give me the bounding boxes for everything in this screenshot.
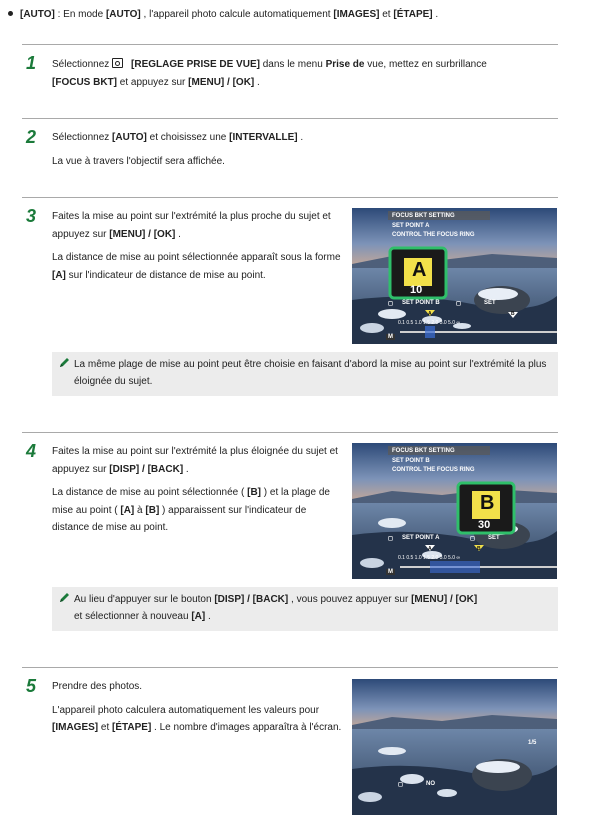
divider: [22, 197, 558, 198]
text: sur l'indicateur de distance de mise au point.: [65, 269, 266, 281]
screen-title: FOCUS BKT SETTING: [392, 213, 455, 219]
menu-item-label: [REGLAGE PRISE DE VUE]: [131, 59, 260, 70]
screen-title: FOCUS BKT SETTING: [392, 448, 455, 454]
step-number: 1: [26, 53, 37, 73]
option-label: [AUTO]: [112, 132, 147, 143]
text: dans le menu: [259, 59, 326, 70]
step-number: 2: [26, 127, 37, 147]
marker-label: [A]: [191, 611, 206, 622]
paragraph: Prendre des photos.: [52, 681, 143, 692]
note-text: La même plage de mise au point peut être choisie en faisant d'abord la mise au point sur l'extrémité la plus éloignée du sujet.: [74, 359, 547, 387]
divider: [22, 667, 558, 668]
focus-point-letter: B: [480, 492, 495, 514]
text: et: [98, 722, 113, 733]
text: à: [134, 504, 146, 516]
text: ) et la plage de mise au point (: [52, 487, 330, 516]
divider: [22, 44, 558, 45]
shot-counter: 1/5: [528, 740, 537, 746]
focus-value: 10: [410, 284, 423, 296]
intro-text-2: , l'appareil photo calcule automatiquement: [140, 9, 334, 20]
text: Sélectionnez: [52, 59, 113, 70]
camera-menu-icon: [112, 58, 123, 68]
marker-label: [A]: [52, 269, 66, 281]
intro-text-4: .: [432, 9, 439, 20]
bullet-dot: [8, 11, 13, 16]
paragraph: La vue à travers l'objectif sera affichée.: [52, 155, 225, 167]
text: Faites la mise au point sur l'extrémité la plus éloignée du sujet et appuyez sur: [52, 446, 338, 475]
mode-auto-label-2: [AUTO]: [105, 9, 141, 20]
text: vue, mettez en surbrillance: [364, 59, 487, 70]
button-label: [DISP] / [BACK]: [214, 594, 289, 605]
button-icon: ◻: [398, 782, 403, 788]
option-label: [IMAGES]: [52, 722, 99, 733]
button-icon: ◻: [388, 301, 393, 307]
marker-label: [A]: [120, 504, 135, 516]
note-text: .: [205, 611, 211, 622]
button-label: [MENU] / [OK]: [188, 76, 255, 88]
screen-line: CONTROL THE FOCUS RING: [392, 467, 475, 473]
text: L'appareil photo calculera automatiquement les valeurs pour: [52, 704, 320, 716]
button-label: [MENU] / [OK]: [411, 594, 478, 605]
step-label: [ÉTAPE]: [393, 9, 433, 20]
distance-scale: 0.1 0.5 1.0 1.5 2.0 3.0 5.0 ∞: [398, 555, 460, 561]
note-text: Au lieu d'appuyer sur le bouton: [74, 594, 215, 605]
marker-a: A: [428, 546, 432, 552]
marker-label: [B]: [247, 487, 262, 498]
text: Sélectionnez: [52, 132, 113, 143]
step-1-text: [52, 56, 542, 91]
option-label: [FOCUS BKT]: [52, 76, 117, 88]
button-icon: ◻: [470, 536, 475, 542]
marker-b: B: [511, 311, 515, 317]
intro-bullet: [8, 8, 438, 22]
step-2-text: [52, 129, 542, 176]
step-3-text: [52, 208, 342, 290]
text: . Le nombre d'images apparaîtra à l'écran.: [151, 722, 342, 733]
screen-button-label: NO: [426, 781, 435, 787]
text: et choisissez une: [146, 132, 230, 143]
step-5-text: [52, 678, 342, 743]
divider: [22, 432, 558, 433]
landscape-photo: [352, 679, 557, 815]
pencil-icon: [58, 592, 70, 604]
step-4-text: [52, 443, 342, 543]
marker-a: A: [428, 311, 432, 317]
step-number: 5: [26, 676, 37, 696]
step-number: 3: [26, 206, 37, 226]
text: Faites la mise au point sur l'extrémité la plus proche du sujet et appuyez sur: [52, 211, 331, 240]
screen-button-label: SET: [488, 535, 500, 541]
mode-indicator: M: [388, 569, 393, 575]
text: et appuyez sur: [117, 76, 189, 88]
screen-line: SET POINT A: [392, 223, 430, 229]
button-icon: ◻: [456, 301, 461, 307]
option-label: [ÉTAPE]: [112, 722, 152, 733]
camera-screen-point-a: [352, 208, 557, 344]
images-label: [IMAGES]: [333, 9, 380, 20]
focus-point-letter: A: [412, 259, 427, 281]
menu-name: Prise de: [325, 59, 365, 70]
text: La distance de mise au point sélectionnée apparaît sous la forme: [52, 252, 341, 263]
text: .: [175, 228, 181, 240]
camera-screen-shooting: [352, 679, 557, 815]
text: ) apparaissent sur l'indicateur de distance de mise au point.: [52, 504, 307, 533]
text: .: [183, 463, 189, 475]
camera-screen-point-b: [352, 443, 557, 579]
button-icon: ◻: [388, 536, 393, 542]
mode-auto-label: [AUTO]: [20, 9, 55, 20]
button-label: [DISP] / [BACK]: [109, 463, 184, 475]
note-box: [52, 352, 558, 396]
mode-indicator: M: [388, 334, 393, 340]
note-box: [52, 587, 558, 631]
screen-button-label: SET POINT A: [402, 535, 440, 541]
screen-button-label: SET: [484, 300, 496, 306]
divider: [22, 118, 558, 119]
text: La distance de mise au point sélectionnée (: [52, 487, 248, 498]
text: .: [297, 132, 304, 143]
intro-text: : En mode: [54, 9, 106, 20]
option-label: [INTERVALLE]: [229, 132, 298, 143]
step-number: 4: [26, 441, 37, 461]
focus-value: 30: [478, 519, 491, 531]
marker-b: B: [477, 546, 481, 552]
screen-line: SET POINT B: [392, 458, 430, 464]
distance-scale: 0.1 0.5 1.0 1.5 2.0 3.0 5.0 ∞: [398, 320, 460, 326]
screen-button-label: SET POINT B: [402, 300, 440, 306]
pencil-icon: [58, 357, 70, 369]
text: .: [254, 76, 260, 88]
note-text: , vous pouvez appuyer sur: [288, 594, 412, 605]
marker-label: [B]: [145, 504, 160, 516]
screen-line: CONTROL THE FOCUS RING: [392, 232, 475, 238]
intro-text-3: et: [379, 9, 394, 20]
note-text: et sélectionner à nouveau: [74, 611, 192, 622]
button-label: [MENU] / [OK]: [109, 228, 176, 240]
